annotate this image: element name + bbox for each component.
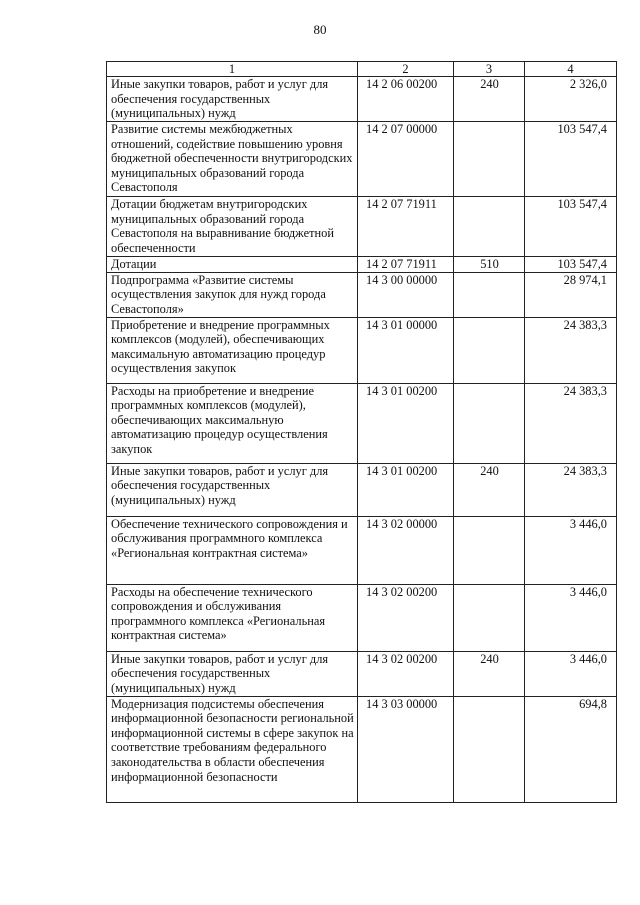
row-type [454,122,525,197]
row-amount: 24 383,3 [525,463,617,516]
row-name: Обеспечение технического сопровождения и обслуживания программного комплекса «Региональная контрактная система» [107,516,358,584]
row-type [454,317,525,383]
row-type [454,383,525,463]
row-code: 14 3 01 00000 [358,317,454,383]
table-row [107,383,617,463]
row-name: Расходы на приобретение и внедрение программных комплексов (модулей), обеспечивающих максимальную автоматизацию процедур осуществления закупок [107,383,358,463]
row-amount: 24 383,3 [525,383,617,463]
table-row [107,584,617,651]
table-row [107,651,617,696]
table-row [107,317,617,383]
row-name: Развитие системы межбюджетных отношений, содействие повышению уровня бюджетной обеспеченности внутригородских муниципальных образований города Севастополя [107,122,358,197]
row-amount: 3 446,0 [525,584,617,651]
row-type [454,197,525,257]
row-amount: 3 446,0 [525,516,617,584]
row-type: 240 [454,651,525,696]
table-row [107,272,617,317]
row-code: 14 3 03 00000 [358,696,454,802]
row-type [454,584,525,651]
row-name: Расходы на обеспечение технического сопровождения и обслуживания программного комплекса «Региональная контрактная система» [107,584,358,651]
header-col-1: 1 [107,62,358,77]
table-row [107,463,617,516]
table-row [107,77,617,122]
row-code: 14 3 02 00200 [358,651,454,696]
row-amount: 103 547,4 [525,122,617,197]
row-name: Приобретение и внедрение программных комплексов (модулей), обеспечивающих максимальную автоматизацию процедур осуществления закупок [107,317,358,383]
row-type: 240 [454,77,525,122]
page-number: 80 [313,22,327,37]
row-code: 14 3 02 00200 [358,584,454,651]
table-row [107,257,617,273]
row-name: Иные закупки товаров, работ и услуг для обеспечения государственных (муниципальных) нужд [107,77,358,122]
row-type: 240 [454,463,525,516]
row-code: 14 2 07 00000 [358,122,454,197]
row-type [454,272,525,317]
row-code: 14 3 01 00200 [358,383,454,463]
row-amount: 3 446,0 [525,651,617,696]
row-amount: 103 547,4 [525,197,617,257]
table-row [107,516,617,584]
row-amount: 2 326,0 [525,77,617,122]
row-name: Иные закупки товаров, работ и услуг для обеспечения государственных (муниципальных) нужд [107,651,358,696]
row-code: 14 2 06 00200 [358,77,454,122]
header-col-4: 4 [525,62,617,77]
row-code: 14 3 02 00000 [358,516,454,584]
row-name: Модернизация подсистемы обеспечения информационной безопасности региональной информационной системы в сфере закупок на соответствие требованиям федерального законодательства в области обеспечения информационной безопасности [107,696,358,802]
row-name: Дотации бюджетам внутригородских муниципальных образований города Севастополя на выравнивание бюджетной обеспеченности [107,197,358,257]
header-row [107,62,617,77]
row-name: Дотации [107,257,358,273]
row-amount: 28 974,1 [525,272,617,317]
header-col-3: 3 [454,62,525,77]
budget-table [106,61,617,803]
header-col-2: 2 [358,62,454,77]
table-row [107,696,617,802]
row-amount: 694,8 [525,696,617,802]
row-amount: 24 383,3 [525,317,617,383]
row-amount: 103 547,4 [525,257,617,273]
row-name: Иные закупки товаров, работ и услуг для обеспечения государственных (муниципальных) нужд [107,463,358,516]
row-type [454,696,525,802]
row-type: 510 [454,257,525,273]
row-code: 14 3 01 00200 [358,463,454,516]
table-row [107,122,617,197]
table-row [107,197,617,257]
row-code: 14 2 07 71911 [358,257,454,273]
row-name: Подпрограмма «Развитие системы осуществления закупок для нужд города Севастополя» [107,272,358,317]
row-code: 14 3 00 00000 [358,272,454,317]
row-code: 14 2 07 71911 [358,197,454,257]
row-type [454,516,525,584]
